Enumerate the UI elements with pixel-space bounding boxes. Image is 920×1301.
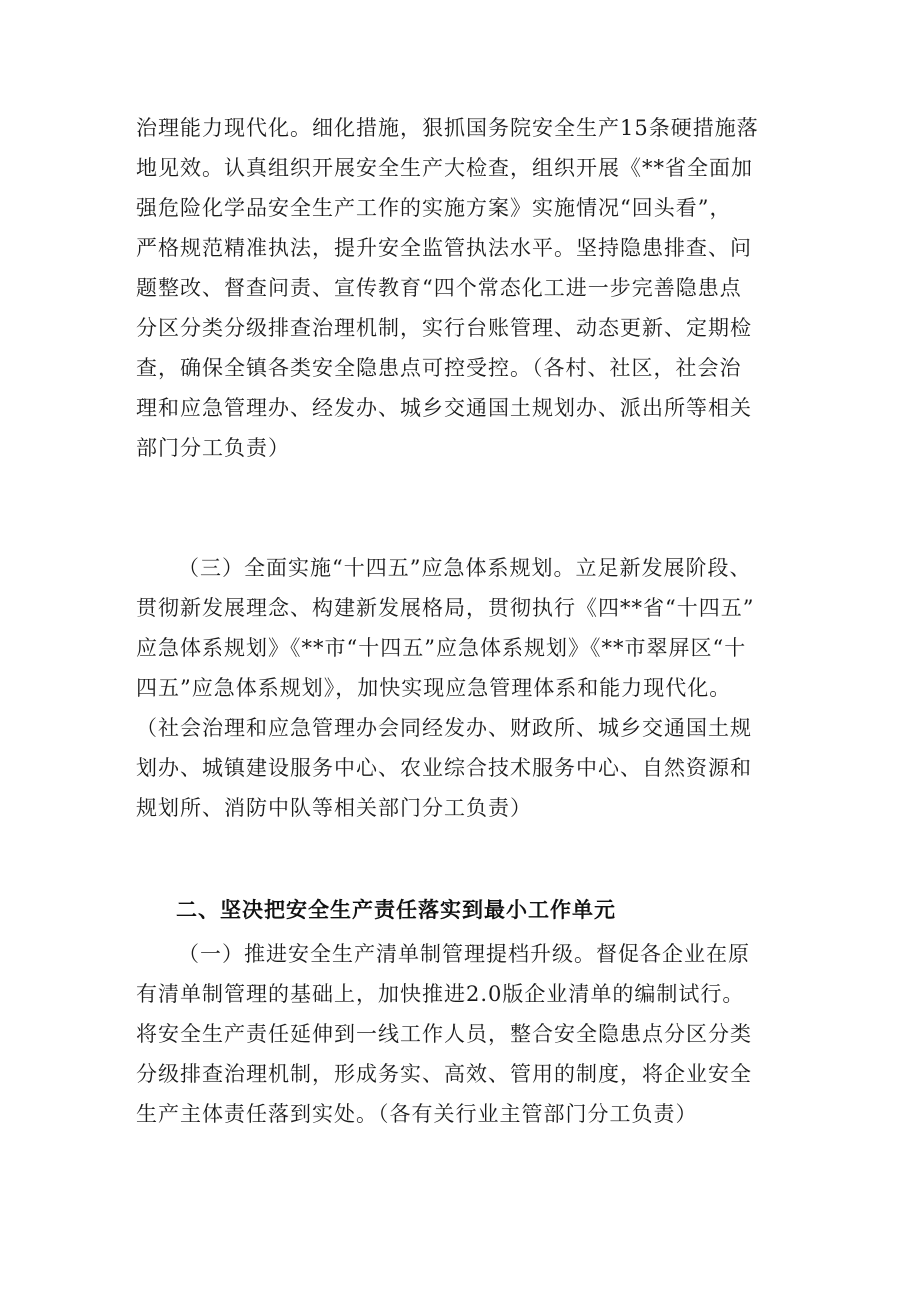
paragraph-line: 分级排查治理机制，形成务实、高效、管用的制度，将企业安全	[136, 1062, 752, 1086]
paragraph-line: 分区分类分级排查治理机制，实行台账管理、动态更新、定期检	[136, 316, 752, 340]
paragraph-emergency-plan	[136, 548, 796, 828]
paragraph-line: 题整改、督查问责、宣传教育“四个常态化工进一步完善隐患点	[136, 276, 742, 300]
paragraph-checklist-management	[136, 934, 796, 1134]
paragraph-line: 查，确保全镇各类安全隐患点可控受控。（各村、社区，社会治	[136, 356, 742, 380]
paragraph-line: 理和应急管理办、经发办、城乡交通国土规划办、派出所等相关	[136, 396, 752, 420]
paragraph-line: 规划所、消防中队等相关部门分工负责）	[136, 796, 532, 820]
paragraph-line: （社会治理和应急管理办会同经发办、财政所、城乡交通国土规	[136, 716, 752, 740]
paragraph-line: 严格规范精准执法，提升安全监管执法水平。坚持隐患排查、问	[136, 236, 752, 260]
paragraph-line: 划办、城镇建设服务中心、农业综合技术服务中心、自然资源和	[136, 756, 752, 780]
paragraph-line: 治理能力现代化。细化措施，狠抓国务院安全生产15条硬措施落	[136, 116, 759, 140]
paragraph-line: 贯彻新发展理念、构建新发展格局，贯彻执行《四**省“十四五”	[136, 596, 755, 620]
paragraph-line: 四五”应急体系规划》，加快实现应急管理体系和能力现代化。	[136, 676, 732, 700]
section-heading: 二、坚决把安全生产责任落实到最小工作单元	[176, 898, 616, 922]
paragraph-line: 有清单制管理的基础上，加快推进2.0版企业清单的编制试行。	[136, 982, 745, 1006]
paragraph-line: 强危险化学品安全生产工作的实施方案》实施情况“回头看”，	[136, 196, 732, 220]
paragraph-safety-governance	[136, 108, 796, 468]
paragraph-line: （一）推进安全生产清单制管理提档升级。督促各企业在原	[178, 942, 750, 966]
paragraph-line: 应急体系规划》《**市“十四五”应急体系规划》《**市翠屏区“十	[136, 636, 747, 660]
paragraph-line: （三）全面实施“十四五”应急体系规划。立足新发展阶段、	[178, 556, 752, 580]
paragraph-line: 部门分工负责）	[136, 436, 290, 460]
paragraph-line: 地见效。认真组织开展安全生产大检查，组织开展《**省全面加	[136, 156, 753, 180]
paragraph-line: 生产主体责任落到实处。（各有关行业主管部门分工负责）	[136, 1102, 698, 1126]
paragraph-line: 将安全生产责任延伸到一线工作人员，整合安全隐患点分区分类	[136, 1022, 752, 1046]
